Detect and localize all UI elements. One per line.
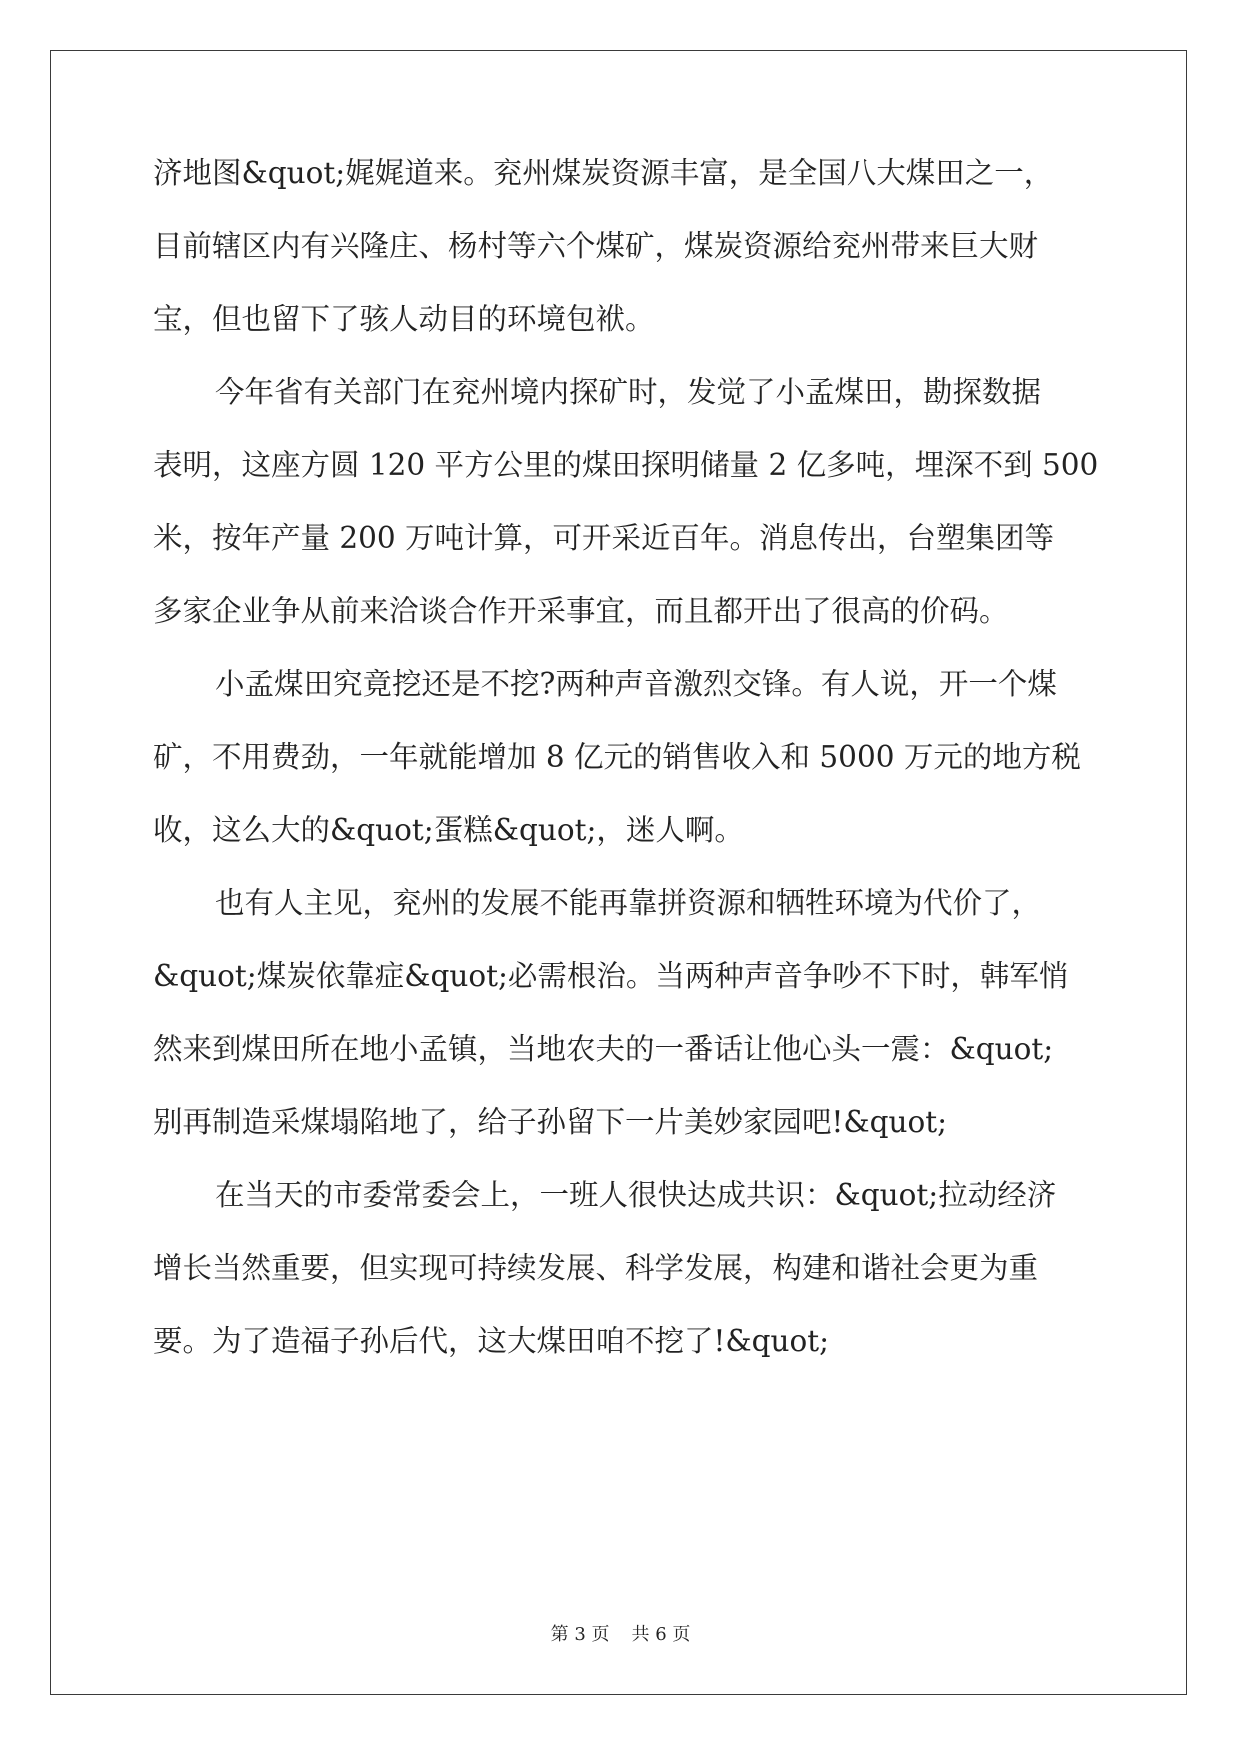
paragraph-line: 目前辖区内有兴隆庄、杨村等六个煤矿，煤炭资源给兖州带来巨大财 [153, 229, 1039, 263]
paragraph-line: &quot;煤炭依靠症&quot;必需根治。当两种声音争吵不下时，韩军悄 [153, 959, 1069, 993]
paragraph-line: 济地图&quot;娓娓道来。兖州煤炭资源丰富，是全国八大煤田之一， [153, 156, 1054, 190]
paragraph-line: 今年省有关部门在兖州境内探矿时，发觉了小孟煤田，勘探数据 [215, 375, 1042, 409]
page-total: 共 6 页 [631, 1624, 691, 1645]
page-border [50, 50, 1187, 1695]
paragraph-line: 小孟煤田究竟挖还是不挖?两种声音激烈交锋。有人说，开一个煤 [215, 667, 1057, 701]
paragraph-line: 在当天的市委常委会上，一班人很快达成共识：&quot;拉动经济 [215, 1178, 1057, 1212]
paragraph-line: 别再制造采煤塌陷地了，给子孙留下一片美妙家园吧!&quot; [153, 1105, 948, 1139]
paragraph-line: 增长当然重要，但实现可持续发展、科学发展，构建和谐社会更为重 [153, 1251, 1039, 1285]
paragraph-line: 矿，不用费劲，一年就能增加 8 亿元的销售收入和 5000 万元的地方税 [153, 740, 1081, 774]
paragraph-line: 表明，这座方圆 120 平方公里的煤田探明储量 2 亿多吨，埋深不到 500 [153, 448, 1099, 482]
paragraph-line: 宝，但也留下了骇人动目的环境包袱。 [153, 302, 655, 336]
page-footer [0, 1620, 1241, 1646]
page-number: 第 3 页 [550, 1624, 610, 1645]
paragraph-line: 要。为了造福子孙后代，这大煤田咱不挖了!&quot; [153, 1324, 830, 1358]
paragraph-line: 然来到煤田所在地小孟镇，当地农夫的一番话让他心头一震：&quot; [153, 1032, 1054, 1066]
paragraph-line: 米，按年产量 200 万吨计算，可开采近百年。消息传出，台塑集团等 [153, 521, 1055, 555]
paragraph-line: 收，这么大的&quot;蛋糕&quot;，迷人啊。 [153, 813, 744, 847]
paragraph-line: 多家企业争从前来洽谈合作开采事宜，而且都开出了很高的价码。 [153, 594, 1009, 628]
paragraph-line: 也有人主见，兖州的发展不能再靠拼资源和牺牲环境为代价了， [215, 886, 1042, 920]
